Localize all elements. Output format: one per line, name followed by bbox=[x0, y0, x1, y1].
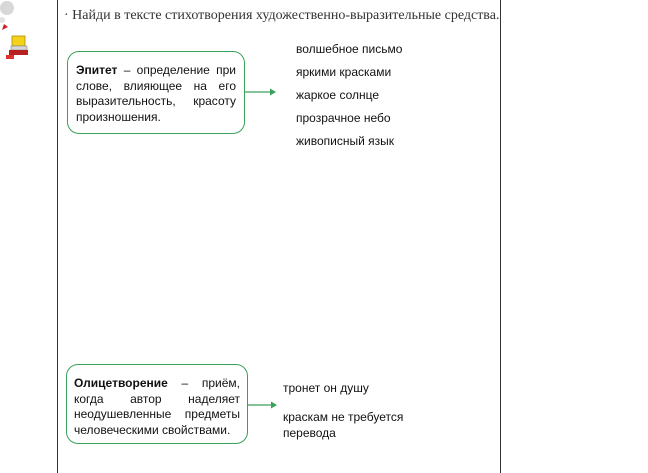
epithet-example: жаркое солнце bbox=[296, 88, 380, 102]
epithet-example: живописный язык bbox=[296, 134, 395, 148]
personification-example: перевода bbox=[283, 426, 336, 440]
epithet-example: прозрачное небо bbox=[296, 111, 391, 125]
epithet-definition: – определение при слове, влияющее на его выразительность, красоту произношения. bbox=[76, 63, 236, 124]
personification-arrow bbox=[248, 400, 278, 410]
book-apple-icon bbox=[0, 0, 30, 62]
personification-term: Олицетворение bbox=[74, 376, 168, 390]
personification-definition: – приём, когда автор наделяет неодушевленные предметы человеческими свойствами. bbox=[74, 376, 240, 437]
personification-definition-box bbox=[66, 364, 248, 444]
epithet-arrow bbox=[245, 87, 277, 97]
epithet-example: волшебное письмо bbox=[296, 42, 403, 56]
epithet-definition-box bbox=[67, 51, 245, 134]
task-title: · Найди в тексте стихотворения художественно-выразительные средства. bbox=[64, 8, 500, 23]
epithet-term: Эпитет bbox=[76, 63, 118, 77]
personification-example: краскам не требуется bbox=[283, 410, 404, 424]
personification-example: тронет он душу bbox=[283, 381, 369, 395]
epithet-example: яркими красками bbox=[296, 65, 392, 79]
